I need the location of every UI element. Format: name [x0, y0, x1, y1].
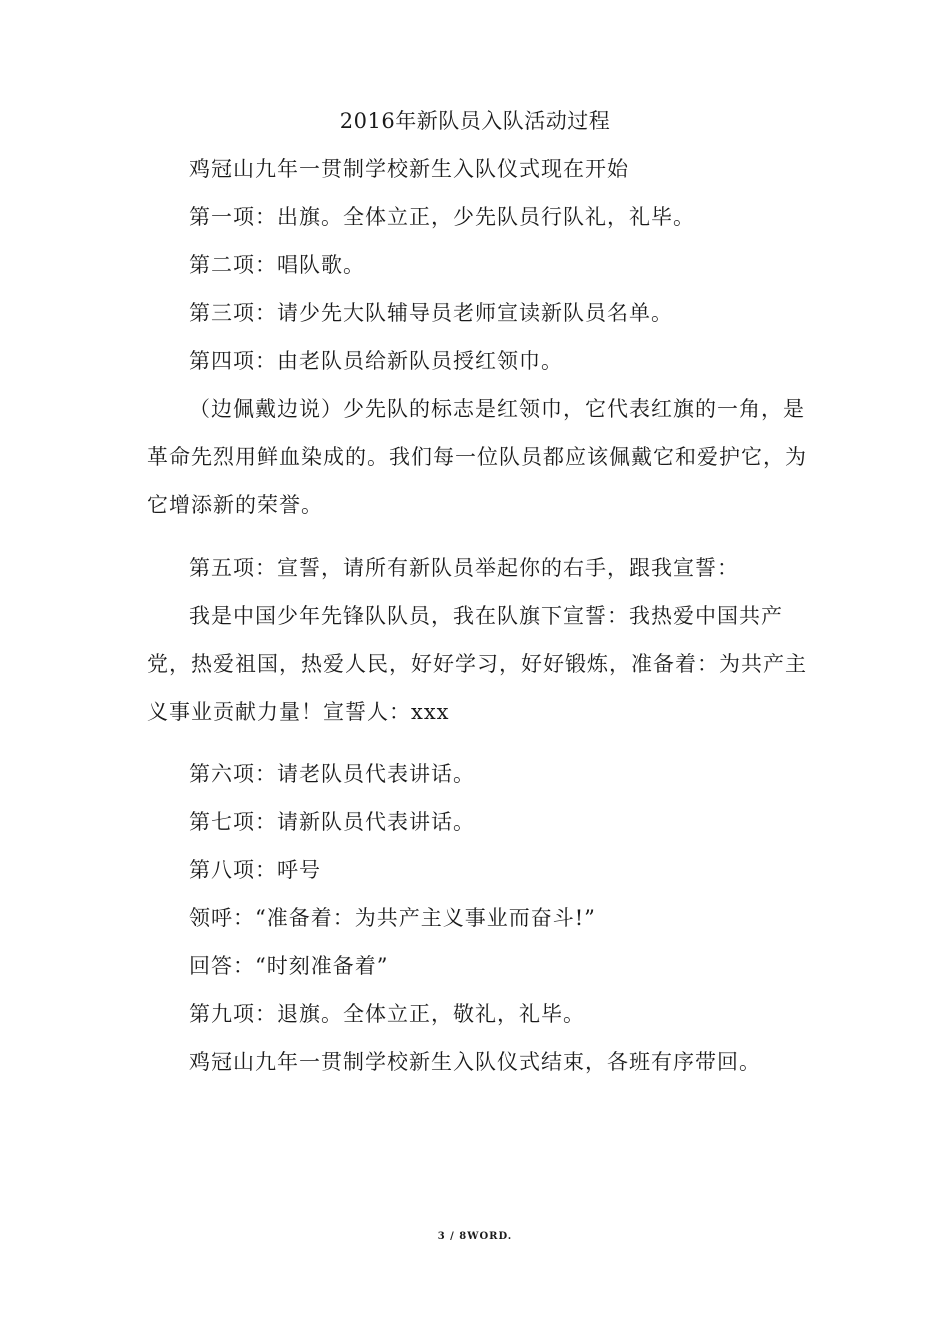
paragraph-item-3: 第三项：请少先大队辅导员老师宣读新队员名单。: [189, 301, 673, 325]
paragraph-oath: 我是中国少年先锋队队员，我在队旗下宣誓：我热爱中国共产党，热爱祖国，热爱人民，好好学习，好好锻炼，准备着：为共产主义事业贡献力量！宣誓人：xxx: [147, 604, 807, 724]
paragraph-item-4: 第四项：由老队员给新队员授红领巾。: [189, 349, 563, 373]
paragraph-item-8: 第八项：呼号: [189, 858, 321, 882]
paragraph-item-6: 第六项：请老队员代表讲话。: [189, 762, 475, 786]
paragraph-item-5: 第五项：宣誓，请所有新队员举起你的右手，跟我宣誓：: [189, 556, 739, 580]
paragraph-item-9: 第九项：退旗。全体立正，敬礼，礼毕。: [189, 1002, 585, 1026]
paragraph-closing: 鸡冠山九年一贯制学校新生入队仪式结束，各班有序带回。: [189, 1050, 761, 1074]
document-title: 2016年新队员入队活动过程: [339, 109, 611, 133]
paragraph-item-2: 第二项：唱队歌。: [189, 253, 365, 277]
page-footer: 3 / 8WORD.: [437, 1231, 513, 1242]
paragraph-item-7: 第七项：请新队员代表讲话。: [189, 810, 475, 834]
paragraph-opening: 鸡冠山九年一贯制学校新生入队仪式现在开始: [189, 157, 629, 181]
paragraph-response: 回答：“时刻准备着”: [189, 954, 389, 978]
paragraph-red-scarf: （边佩戴边说）少先队的标志是红领巾，它代表红旗的一角，是革命先烈用鲜血染成的。我们每一位队员都应该佩戴它和爱护它，为它增添新的荣誉。: [147, 397, 807, 517]
paragraph-call: 领呼：“准备着：为共产主义事业而奋斗!”: [189, 906, 596, 930]
paragraph-item-1: 第一项：出旗。全体立正，少先队员行队礼，礼毕。: [189, 205, 695, 229]
